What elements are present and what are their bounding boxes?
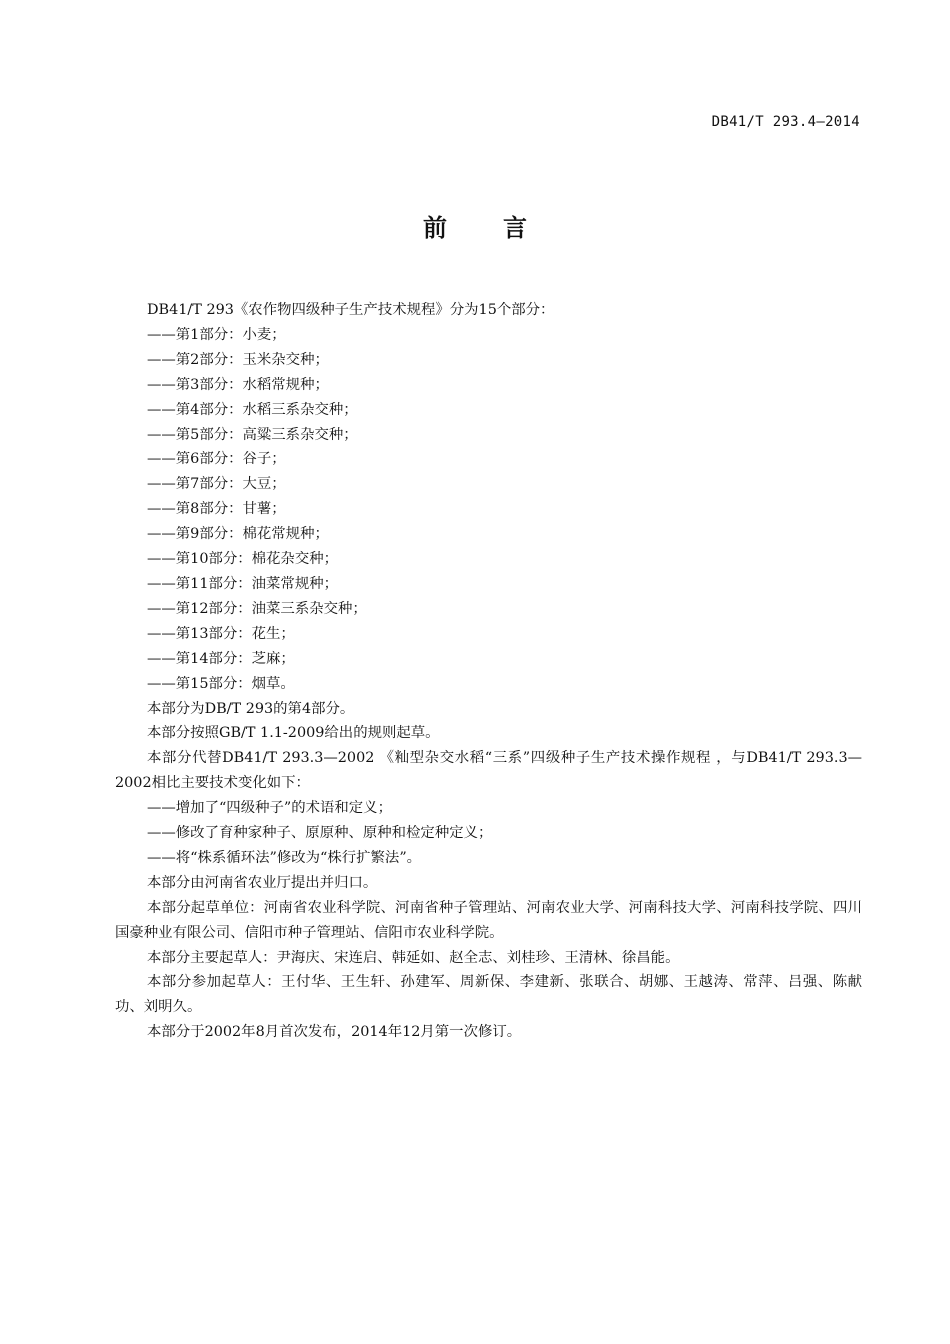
paragraph-intro: DB41/T 293《农作物四级种子生产技术规程》分为15个部分：	[147, 302, 555, 318]
paragraph-drafting-rules: 本部分按照GB/T 1.1-2009给出的规则起草。	[147, 725, 440, 742]
paragraph-drafting-units: 本部分起草单位：河南省农业科学院、河南省种子管理站、河南农业大学、河南科技大学、河南科技学院、四川国豪种业有限公司、信阳市种子管理站、信阳市农业科学院。	[115, 899, 862, 941]
list-item-part-13: ——第13部分：花生；	[147, 625, 295, 642]
list-item-part-4: ——第4部分：水稻三系杂交种；	[147, 401, 358, 418]
list-item-part-14: ——第14部分：芝麻；	[147, 650, 295, 667]
list-item-change-3: ——将“株系循环法”修改为“株行扩繁法”。	[147, 849, 422, 866]
paragraph-main-drafters: 本部分主要起草人：尹海庆、宋连启、韩延如、赵全志、刘桂珍、王清林、徐昌能。	[147, 949, 680, 966]
paragraph-proposer: 本部分由河南省农业厅提出并归口。	[147, 874, 378, 891]
title-char-1: 前	[423, 214, 447, 242]
list-item-part-11: ——第11部分：油菜常规种；	[147, 575, 338, 592]
list-item-part-2: ——第2部分：玉米杂交种；	[147, 351, 329, 368]
list-item-change-2: ——修改了育种家种子、原原种、原种和检定种定义；	[147, 825, 493, 842]
list-item-part-10: ——第10部分：棉花杂交种；	[147, 551, 338, 568]
paragraph-replaces: 本部分代替DB41/T 293.3—2002 《籼型杂交水稻“三系”四级种子生产技术操作规程 ，与DB41/T 293.3—2002相比主要技术变化如下：	[115, 750, 862, 792]
list-item-change-1: ——增加了“四级种子”的术语和定义；	[147, 800, 392, 817]
list-item-part-9: ——第9部分：棉花常规种；	[147, 526, 329, 543]
page-title	[0, 210, 950, 246]
list-item-part-15: ——第15部分：烟草。	[147, 675, 295, 692]
title-char-2: 言	[503, 214, 527, 242]
paragraph-participating-drafters: 本部分参加起草人：王付华、王生轩、孙建军、周新保、李建新、张联合、胡娜、王越涛、常萍、吕强、陈献功、刘明久。	[115, 974, 862, 1016]
list-item-part-1: ——第1部分：小麦；	[147, 326, 286, 343]
standard-code: DB41/T 293.4—2014	[711, 114, 860, 130]
list-item-part-7: ——第7部分：大豆；	[147, 476, 286, 493]
list-item-part-8: ——第8部分：甘薯；	[147, 501, 286, 518]
list-item-part-5: ——第5部分：高粱三系杂交种；	[147, 426, 358, 443]
foreword-body	[115, 298, 862, 1045]
list-item-part-3: ——第3部分：水稻常规种；	[147, 376, 329, 393]
paragraph-release-history: 本部分于2002年8月首次发布，2014年12月第一次修订。	[147, 1024, 522, 1041]
paragraph-part-statement: 本部分为DB/T 293的第4部分。	[147, 700, 355, 717]
list-item-part-12: ——第12部分：油菜三系杂交种；	[147, 600, 367, 617]
list-item-part-6: ——第6部分：谷子；	[147, 451, 286, 468]
